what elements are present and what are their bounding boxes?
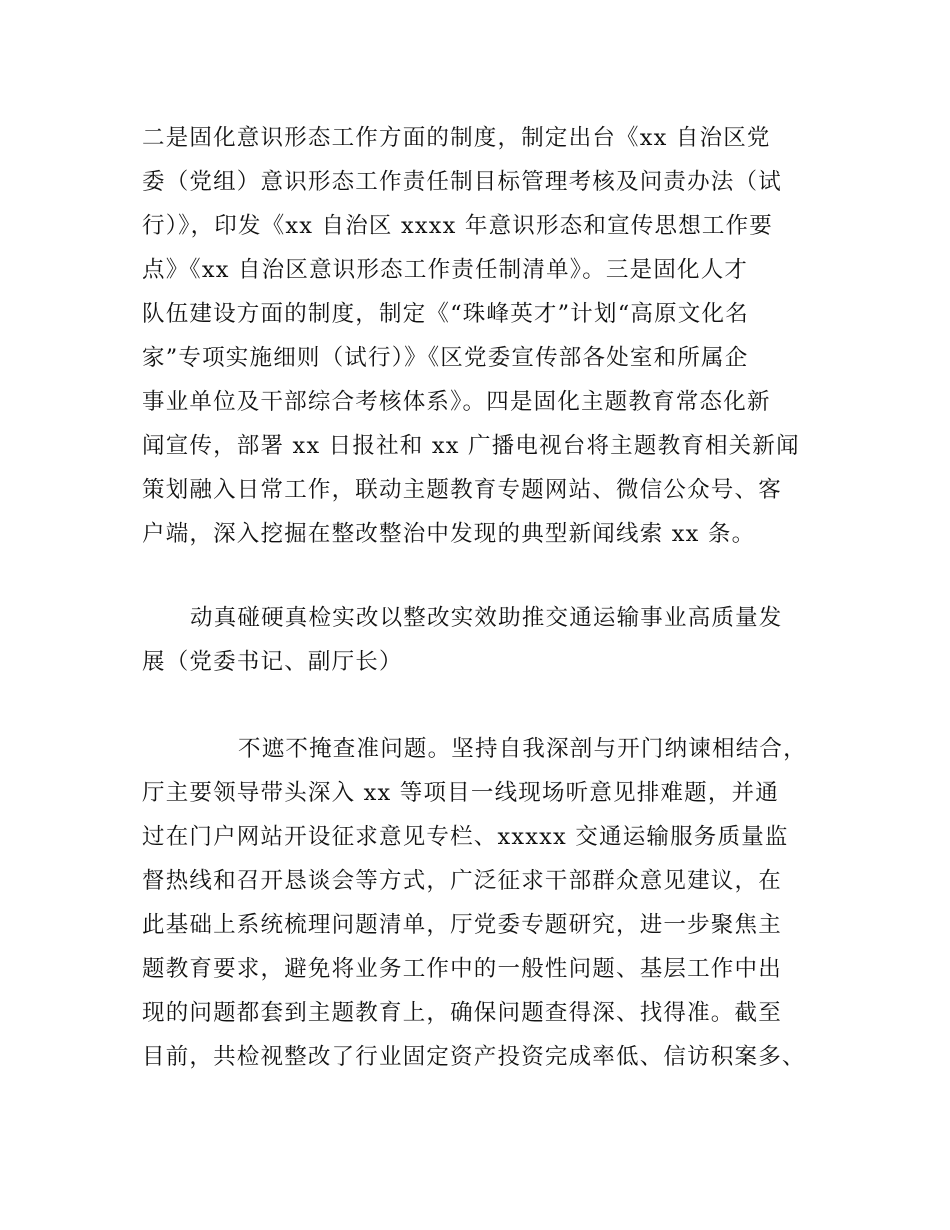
body-line: 不遮不掩查准问题。坚持自我深剖与开门纳谏相结合， xyxy=(238,736,807,762)
body-line: 此基础上系统梳理问题清单，厅党委专题研究，进一步聚焦主 xyxy=(142,912,782,938)
body-line: 委（党组）意识形态工作责任制目标管理考核及问责办法（试 xyxy=(142,169,782,195)
section-heading: 动真碰硬真检实改以整改实效助推交通运输事业高质量发 xyxy=(190,605,783,631)
body-line: 家”专项实施细则（试行）》《区党委宣传部各处室和所属企 xyxy=(142,345,749,371)
body-line: 户端，深入挖掘在整改整治中发现的典型新闻线索 xx 条。 xyxy=(142,521,756,547)
section-heading: 展（党委书记、副厅长） xyxy=(142,649,403,675)
body-line: 二是固化意识形态工作方面的制度，制定出台《xx 自治区党 xyxy=(142,125,771,151)
body-line: 督热线和召开恳谈会等方式，广泛征求干部群众意见建议，在 xyxy=(142,868,782,894)
body-line: 闻宣传，部署 xx 日报社和 xx 广播电视台将主题教育相关新闻 xyxy=(142,433,800,459)
body-line: 目前，共检视整改了行业固定资产投资完成率低、信访积案多、 xyxy=(142,1044,806,1070)
body-line: 点》《xx 自治区意识形态工作责任制清单》。三是固化人才 xyxy=(142,257,749,283)
body-line: 策划融入日常工作，联动主题教育专题网站、微信公众号、客 xyxy=(142,477,782,503)
body-line: 行）》，印发《xx 自治区 xxxx 年意识形态和宣传思想工作要 xyxy=(142,213,773,239)
body-line: 队伍建设方面的制度，制定《“珠峰英才”计划“高原文化名 xyxy=(142,301,749,327)
body-line: 厅主要领导带头深入 xx 等项目一线现场听意见排难题，并通 xyxy=(142,780,779,806)
body-line: 题教育要求，避免将业务工作中的一般性问题、基层工作中出 xyxy=(142,956,782,982)
body-line: 现的问题都套到主题教育上，确保问题查得深、找得准。截至 xyxy=(142,1000,782,1026)
body-line: 过在门户网站开设征求意见专栏、xxxxx 交通运输服务质量监 xyxy=(142,824,789,850)
body-line: 事业单位及干部综合考核体系》。四是固化主题教育常态化新 xyxy=(142,389,771,415)
